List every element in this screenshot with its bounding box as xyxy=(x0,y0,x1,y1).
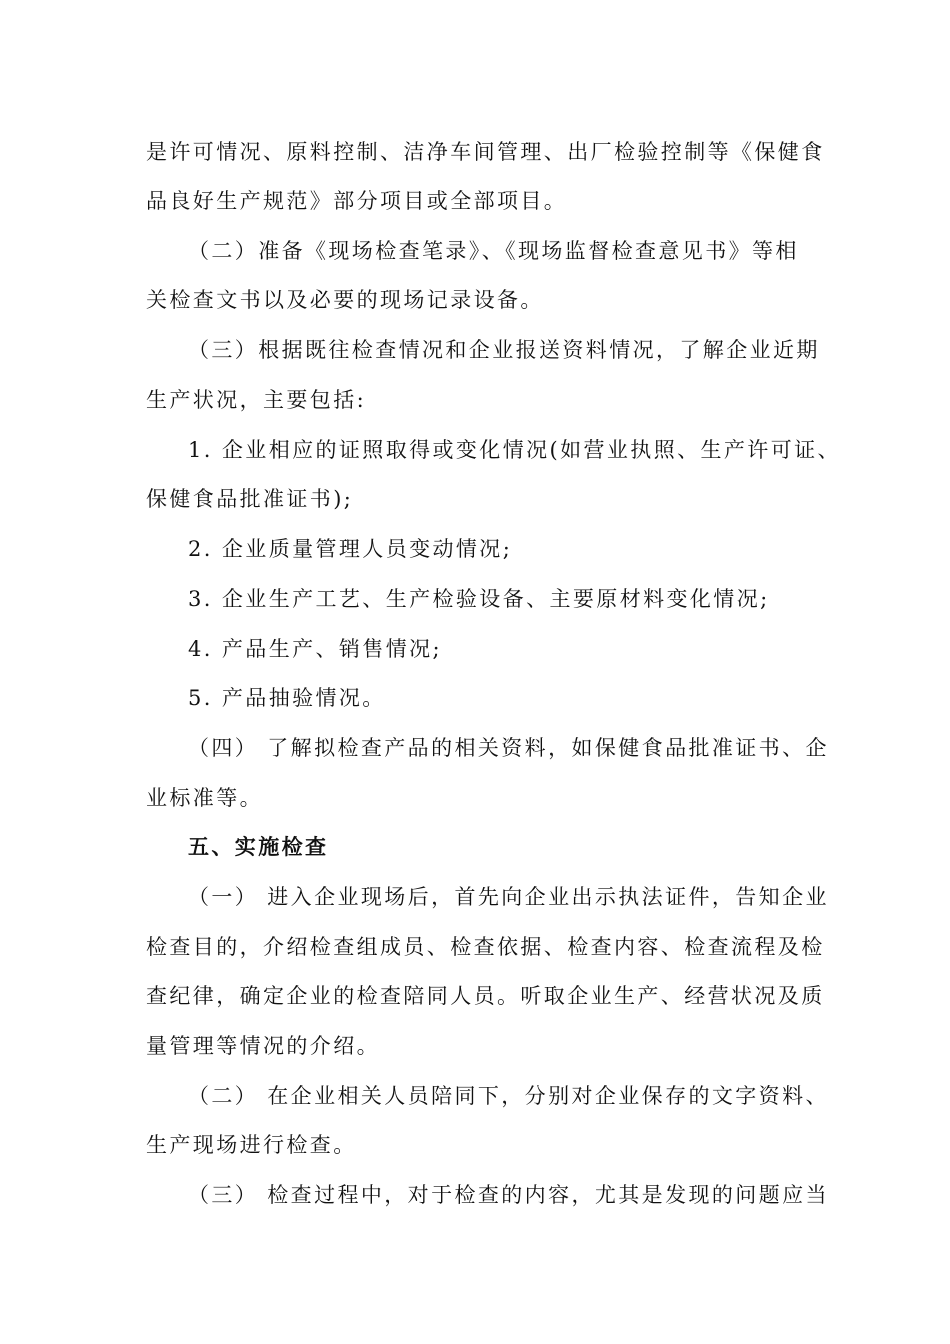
body-text-line: 查纪律，确定企业的检查陪同人员。听取企业生产、经营状况及质 xyxy=(146,984,825,1008)
body-text-line: 业标准等。 xyxy=(146,786,263,810)
body-text-line: 生产状况，主要包括: xyxy=(146,388,367,412)
list-item-4: 4. 产品生产、销售情况; xyxy=(188,637,442,661)
list-item-2: 2. 企业质量管理人员变动情况; xyxy=(188,537,513,561)
section-heading: 五、实施检查 xyxy=(188,835,329,859)
paragraph-item-3: （三）根据既往检查情况和企业报送资料情况，了解企业近期 xyxy=(188,338,820,362)
paragraph-item-3: （三） 检查过程中，对于检查的内容，尤其是发现的问题应当 xyxy=(188,1183,829,1207)
list-item-3: 3. 企业生产工艺、生产检验设备、主要原材料变化情况; xyxy=(188,587,770,611)
body-text-line: 是许可情况、原料控制、洁净车间管理、出厂检验控制等《保健食 xyxy=(146,140,825,164)
body-text-line: 检查目的，介绍检查组成员、检查依据、检查内容、检查流程及检 xyxy=(146,935,825,959)
paragraph-item-2: （二） 在企业相关人员陪同下，分别对企业保存的文字资料、 xyxy=(188,1084,829,1108)
paragraph-item-2: （二）准备《现场检查笔录》、《现场监督检查意见书》等相 xyxy=(188,239,799,263)
body-text-line: 量管理等情况的介绍。 xyxy=(146,1034,380,1058)
body-text-line: 关检查文书以及必要的现场记录设备。 xyxy=(146,288,544,312)
list-item-5: 5. 产品抽验情况。 xyxy=(188,686,386,710)
paragraph-item-4: （四） 了解拟检查产品的相关资料，如保健食品批准证书、企 xyxy=(188,736,829,760)
body-text-line: 品良好生产规范》部分项目或全部项目。 xyxy=(146,189,568,213)
paragraph-item-1: （一） 进入企业现场后，首先向企业出示执法证件，告知企业 xyxy=(188,885,829,909)
body-text-line: 保健食品批准证书); xyxy=(146,487,354,511)
body-text-line: 生产现场进行检查。 xyxy=(146,1133,357,1157)
list-item-1: 1. 企业相应的证照取得或变化情况(如营业执照、生产许可证、 xyxy=(188,438,841,462)
